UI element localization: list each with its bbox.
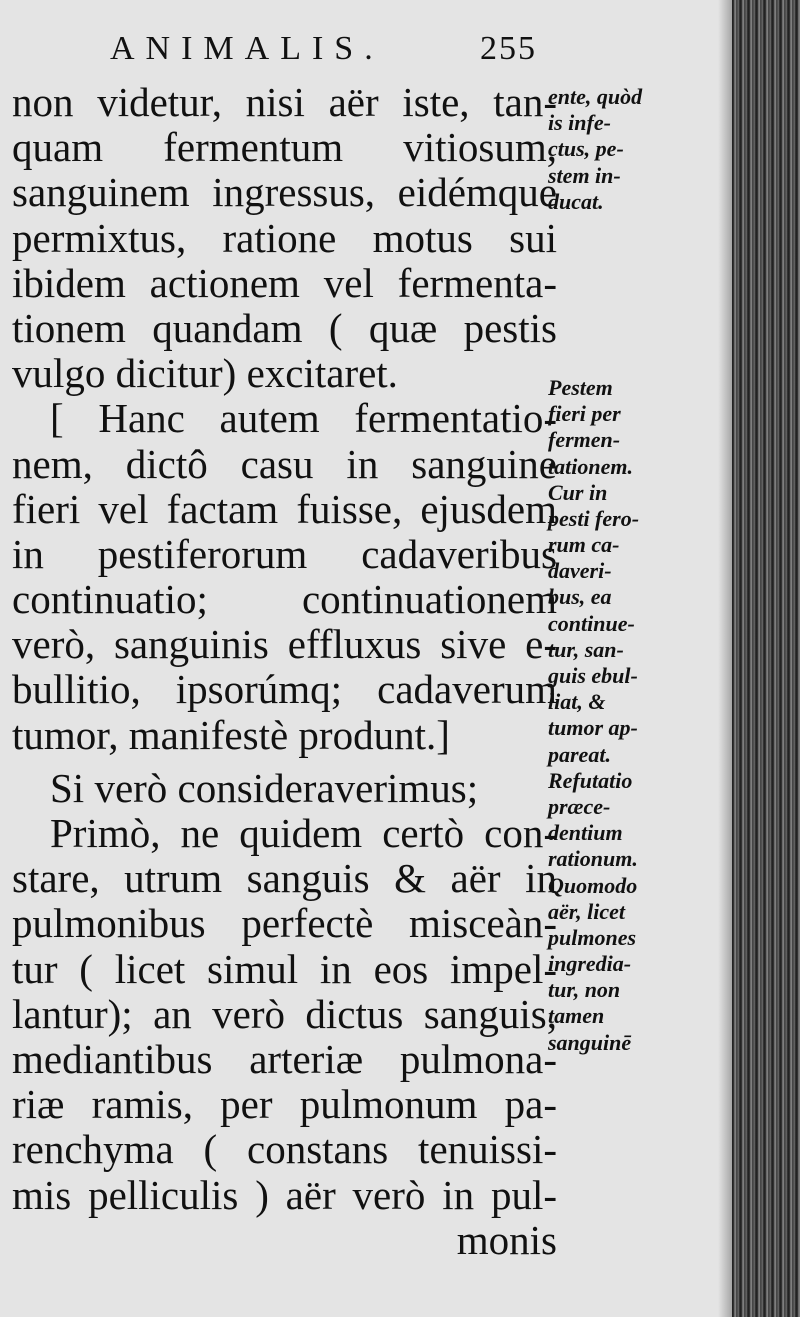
text-line: nem, dictô casu in sanguine	[12, 440, 557, 487]
text-line: tumor, manifestè produnt.]	[12, 711, 450, 758]
margin-note-line: dentium	[548, 820, 623, 846]
text-line: fieri vel factam fuisse, ejusdem	[12, 485, 557, 532]
running-head: ANIMALIS.	[110, 30, 384, 67]
margin-note-line: fieri per	[548, 401, 621, 427]
margin-note-line: tur, non	[548, 977, 621, 1003]
margin-note-line: præce-	[548, 793, 611, 819]
margin-note-line: pesti fero-	[548, 505, 640, 531]
margin-note-line: tumor ap-	[548, 715, 638, 741]
text-line: renchyma ( constans tenuissi-	[12, 1126, 557, 1173]
text-line: lantur); an verò dictus sanguis,	[12, 990, 557, 1037]
text-line: tur ( licet simul in eos impel-	[12, 945, 557, 992]
margin-note-line: tamen	[548, 1003, 605, 1029]
text-line: [ Hanc autem fermentatio-	[50, 395, 557, 442]
page-edge-stack	[732, 0, 800, 1317]
margin-note-line: ente, quòd	[548, 84, 643, 109]
margin-note-line: pulmones	[548, 924, 637, 950]
margin-note-line: tationem.	[548, 453, 633, 479]
text-line: ibidem actionem vel fermenta-	[12, 259, 557, 306]
text-line: bullitio, ipsorúmq; cadaverum	[12, 666, 557, 713]
margin-note-line: stem in-	[548, 162, 621, 188]
margin-note-line: fermen-	[548, 427, 621, 453]
text-line: verò, sanguinis effluxus sive e-	[12, 621, 557, 668]
catchword: monis	[456, 1216, 557, 1263]
margin-note-line: Quomodo	[548, 872, 638, 898]
margin-note-spacer	[548, 215, 680, 375]
page-header	[110, 30, 540, 80]
margin-note-line: ducat.	[548, 188, 604, 214]
text-line: sanguinem ingressus, eidémque	[12, 169, 557, 216]
margin-note-line: daveri-	[548, 558, 612, 584]
text-line: continuatio; continuationem	[12, 576, 557, 623]
margin-note-line: Pestem	[548, 374, 613, 400]
margin-note-line: Cur in	[548, 479, 608, 505]
margin-note-line: tur, san-	[548, 636, 624, 662]
margin-note-line: ctus, pe-	[548, 136, 624, 162]
margin-note-line: guis ebul-	[548, 663, 638, 688]
text-line: Si verò consideraverimus;	[50, 764, 479, 811]
margin-note-line: rationum.	[548, 846, 638, 872]
text-line: non videtur, nisi aër iste, tan-	[12, 79, 557, 125]
text-line: stare, utrum sanguis & aër in	[12, 855, 557, 902]
text-line: tionem quandam ( quæ pestis	[12, 304, 557, 351]
margin-note-line: rum ca-	[548, 532, 620, 558]
text-line: vulgo dicitur) excitaret.	[12, 350, 398, 397]
margin-note-line: aër, licet	[548, 898, 625, 924]
margin-note-line: Refutatio	[548, 767, 633, 793]
text-line: mediantibus arteriæ pulmona-	[12, 1035, 557, 1082]
page-number: 255	[480, 30, 537, 67]
main-text-block	[12, 80, 557, 1263]
margin-note-line: is infe-	[548, 110, 611, 136]
margin-note-line: ingredia-	[548, 951, 632, 977]
text-line: permixtus, ratione motus sui	[12, 214, 557, 261]
margin-notes	[548, 84, 680, 1056]
text-line: Primò, ne quidem certò con-	[50, 810, 557, 856]
text-line: quam fermentum vitiosum,	[12, 124, 557, 171]
text-line: pulmonibus perfectè misceàn-	[12, 900, 557, 947]
text-line: mis pelliculis ) aër verò in pul-	[12, 1171, 557, 1218]
margin-note-line: continue-	[548, 610, 635, 636]
margin-note-line: liat, &	[548, 689, 606, 715]
margin-note-line: sanguinē	[548, 1029, 632, 1055]
margin-note-line: pareat.	[548, 741, 611, 767]
margin-note-line: bus, ea	[548, 584, 612, 610]
text-line: riæ ramis, per pulmonum pa-	[12, 1081, 557, 1128]
text-line: in pestiferorum cadaveribus	[12, 530, 557, 577]
